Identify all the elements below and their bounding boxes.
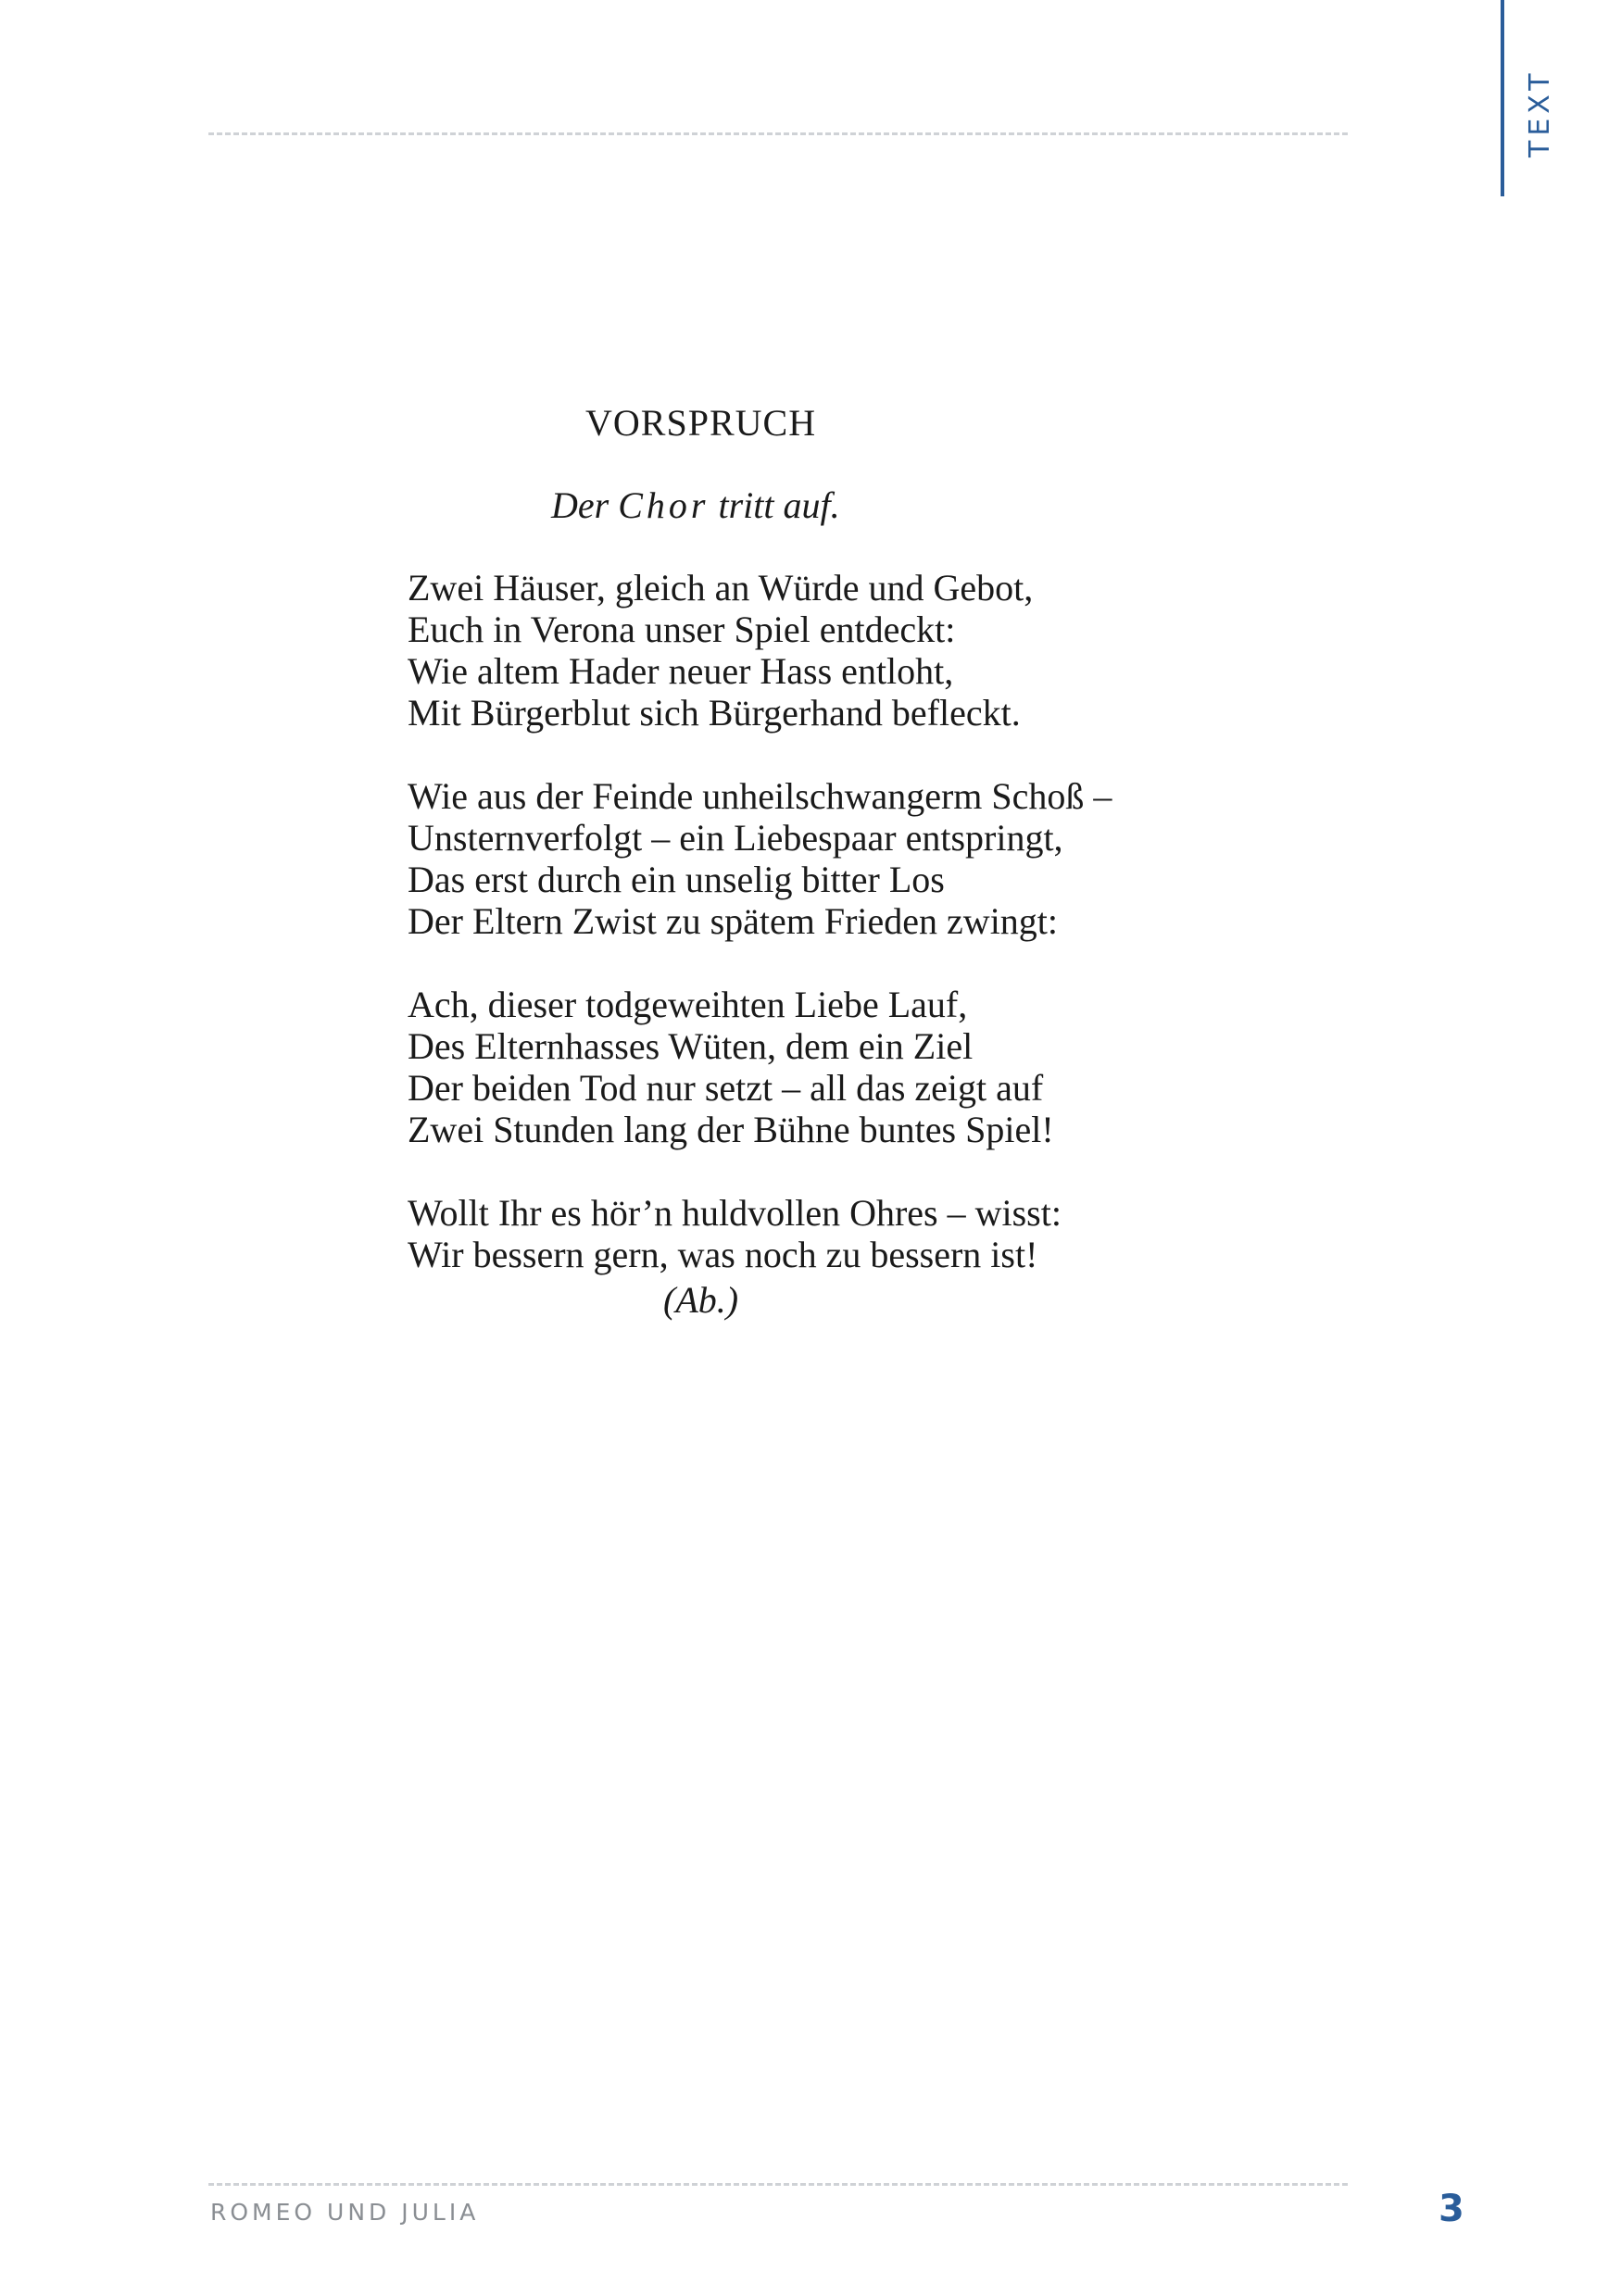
poem bbox=[408, 567, 1112, 1317]
verse-line: Der Eltern Zwist zu spätem Frieden zwingt: bbox=[408, 900, 1059, 942]
side-tab-marker bbox=[1501, 0, 1504, 196]
stanza-1 bbox=[408, 567, 1112, 734]
top-dashed-rule bbox=[208, 132, 1348, 135]
footer-book-title: ROMEO UND JULIA bbox=[210, 2199, 480, 2226]
stanza-2 bbox=[408, 775, 1112, 942]
verse-line: Des Elternhasses Wüten, dem ein Ziel bbox=[408, 1025, 974, 1067]
stage-direction-character: Chor bbox=[618, 484, 710, 526]
stanza-4 bbox=[408, 1192, 1112, 1275]
verse-line: Wollt Ihr es hör’n huldvollen Ohres – wisst: bbox=[408, 1192, 1062, 1234]
verse-line: Wir bessern gern, was noch zu bessern ist! bbox=[408, 1234, 1038, 1275]
verse-line: Der beiden Tod nur setzt – all das zeigt auf bbox=[408, 1067, 1044, 1109]
stanza-3 bbox=[408, 984, 1112, 1150]
section-title: VORSPRUCH bbox=[585, 402, 817, 444]
stage-direction bbox=[551, 483, 840, 527]
bottom-dashed-rule bbox=[208, 2183, 1348, 2186]
exit-direction: (Ab.) bbox=[663, 1279, 739, 1321]
verse-line: Wie aus der Feinde unheilschwangerm Schoß – bbox=[408, 775, 1112, 817]
page-number: 3 bbox=[1439, 2188, 1464, 2230]
verse-line: Zwei Stunden lang der Bühne buntes Spiel! bbox=[408, 1109, 1054, 1150]
verse-line: Wie altem Hader neuer Hass entloht, bbox=[408, 650, 954, 692]
stage-direction-suffix: tritt auf. bbox=[709, 484, 840, 526]
verse-line: Ach, dieser todgeweihten Liebe Lauf, bbox=[408, 984, 968, 1025]
verse-line: Euch in Verona unser Spiel entdeckt: bbox=[408, 609, 956, 650]
side-tab-label: TEXT bbox=[1524, 69, 1556, 157]
stage-direction-prefix: Der bbox=[551, 484, 619, 526]
verse-line: Zwei Häuser, gleich an Würde und Gebot, bbox=[408, 567, 1034, 609]
verse-line: Unsternverfolgt – ein Liebespaar entspringt, bbox=[408, 817, 1063, 859]
verse-line: Das erst durch ein unselig bitter Los bbox=[408, 859, 945, 900]
verse-line: Mit Bürgerblut sich Bürgerhand befleckt. bbox=[408, 692, 1021, 734]
